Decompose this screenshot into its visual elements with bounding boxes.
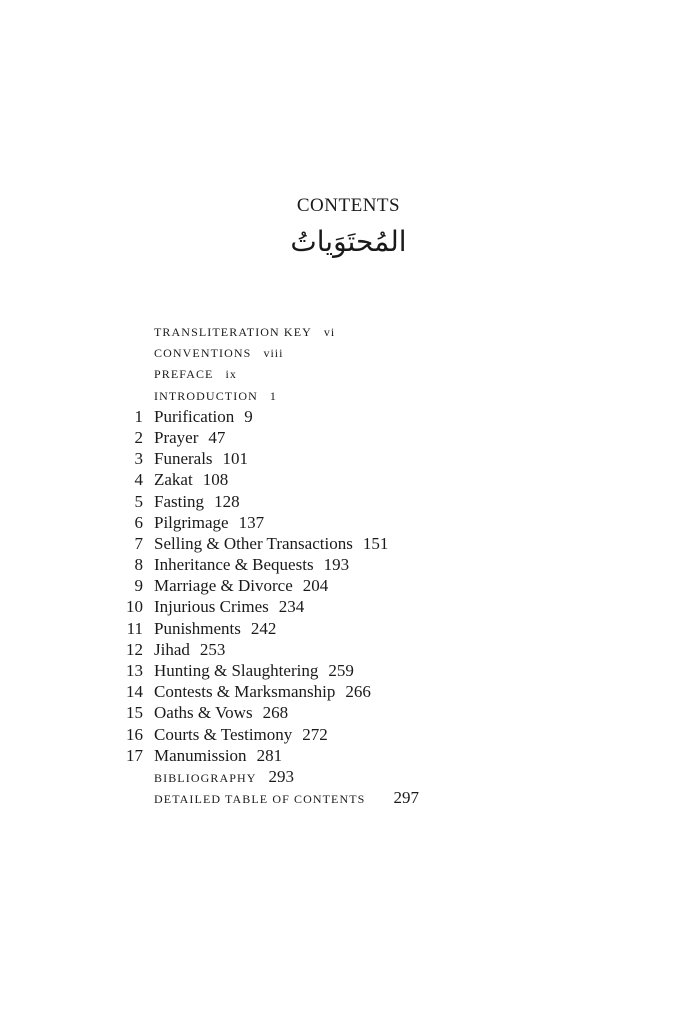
- toc-row-detailed-contents[interactable]: [0, 787, 697, 808]
- toc-entry-page: vi: [323, 325, 336, 339]
- chapter-title: Inheritance & Bequests: [154, 555, 314, 575]
- chapter-title: Marriage & Divorce: [154, 576, 293, 596]
- chapter-title: Courts & Testimony: [154, 724, 293, 744]
- toc-row-preface[interactable]: [0, 363, 697, 384]
- toc-row-chapter[interactable]: [0, 681, 697, 702]
- toc-entry-title: DETAILED TABLE OF CONTENTS: [154, 792, 366, 807]
- chapter-page: 281: [256, 745, 283, 765]
- toc-row-chapter[interactable]: [0, 554, 697, 575]
- chapter-title: Pilgrimage: [154, 512, 229, 532]
- chapter-page: 101: [222, 449, 249, 469]
- chapter-title: Punishments: [154, 618, 241, 638]
- chapter-page: 108: [202, 470, 229, 490]
- toc-row-chapter[interactable]: [0, 575, 697, 596]
- chapter-title: Funerals: [154, 449, 213, 469]
- chapter-page: 9: [244, 406, 253, 426]
- chapter-title: Oaths & Vows: [154, 703, 253, 723]
- chapter-number: 11: [126, 618, 143, 638]
- toc-row-chapter[interactable]: [0, 660, 697, 681]
- chapter-number: 16: [126, 724, 143, 744]
- toc-row-chapter[interactable]: [0, 702, 697, 723]
- chapter-page: 259: [328, 661, 354, 680]
- chapter-number: 13: [126, 661, 143, 680]
- chapter-title: Injurious Crimes: [154, 597, 269, 617]
- toc-row-chapter[interactable]: [0, 724, 697, 745]
- chapter-number: 8: [134, 555, 143, 575]
- chapter-number: 3: [134, 449, 143, 469]
- toc-entry-page: 293: [268, 766, 295, 786]
- toc-row-chapter[interactable]: [0, 427, 697, 448]
- chapter-number: 6: [134, 512, 143, 532]
- toc-entry-title: INTRODUCTION: [154, 388, 258, 403]
- page-title: CONTENTS: [296, 195, 401, 216]
- toc-entry-page: viii: [263, 346, 284, 361]
- toc-row-chapter[interactable]: [0, 469, 697, 490]
- chapter-page: 253: [199, 639, 226, 659]
- chapter-title: Selling & Other Transactions: [154, 533, 353, 553]
- chapter-title: Hunting & Slaughtering: [154, 661, 319, 680]
- chapter-title: Prayer: [154, 427, 199, 447]
- chapter-page: 137: [238, 512, 265, 532]
- chapter-number: 14: [126, 682, 143, 702]
- chapter-number: 1: [134, 406, 143, 426]
- toc-entry-page: ix: [225, 367, 237, 382]
- chapter-number: 15: [126, 703, 143, 723]
- toc-row-chapter[interactable]: [0, 618, 697, 639]
- toc-row-chapter[interactable]: [0, 406, 697, 427]
- chapter-title: Fasting: [154, 491, 205, 511]
- chapter-number: 10: [126, 597, 143, 617]
- chapter-number: 4: [134, 470, 143, 490]
- toc-row-chapter[interactable]: [0, 639, 697, 660]
- chapter-page: 268: [262, 703, 289, 723]
- toc-entry-title: PREFACE: [154, 367, 214, 382]
- chapter-number: 9: [134, 576, 143, 596]
- toc-row-chapter[interactable]: [0, 533, 697, 554]
- chapter-title: Contests & Marksmanship: [154, 682, 336, 702]
- chapter-page: 151: [362, 533, 389, 553]
- chapter-page: 193: [323, 555, 350, 575]
- chapter-number: 12: [126, 639, 143, 659]
- toc-entry-title: CONVENTIONS: [154, 346, 252, 361]
- chapter-number: 2: [134, 427, 143, 447]
- chapter-title: Manumission: [154, 745, 247, 765]
- toc-row-chapter[interactable]: [0, 448, 697, 469]
- table-of-contents: [0, 321, 697, 808]
- chapter-number: 17: [126, 745, 143, 765]
- toc-entry-page: 297: [393, 788, 419, 808]
- chapter-page: 204: [302, 576, 329, 596]
- chapter-page: 234: [278, 597, 305, 617]
- toc-row-conventions[interactable]: [0, 342, 697, 363]
- toc-entry-title: TRANSLITERATION KEY: [154, 325, 312, 339]
- chapter-page: 272: [302, 724, 328, 744]
- chapter-page: 128: [214, 491, 240, 511]
- arabic-title: المُحتَوَياتُ: [290, 225, 407, 258]
- chapter-title: Zakat: [154, 470, 193, 490]
- chapter-page: 242: [250, 618, 277, 638]
- toc-row-chapter[interactable]: [0, 596, 697, 617]
- toc-entry-page: 1: [269, 388, 277, 403]
- chapter-page: 47: [208, 427, 226, 447]
- toc-entry-title: BIBLIOGRAPHY: [154, 770, 257, 785]
- chapter-page: 266: [345, 682, 371, 702]
- toc-row-bibliography[interactable]: [0, 766, 697, 787]
- chapter-number: 5: [134, 491, 143, 511]
- chapter-number: 7: [134, 533, 143, 553]
- toc-row-introduction[interactable]: [0, 385, 697, 406]
- toc-row-chapter[interactable]: [0, 491, 697, 512]
- toc-row-chapter[interactable]: [0, 512, 697, 533]
- chapter-title: Jihad: [154, 639, 190, 659]
- toc-row-chapter[interactable]: [0, 745, 697, 766]
- chapter-title: Purification: [154, 406, 235, 426]
- toc-row-transliteration-key[interactable]: [0, 321, 697, 342]
